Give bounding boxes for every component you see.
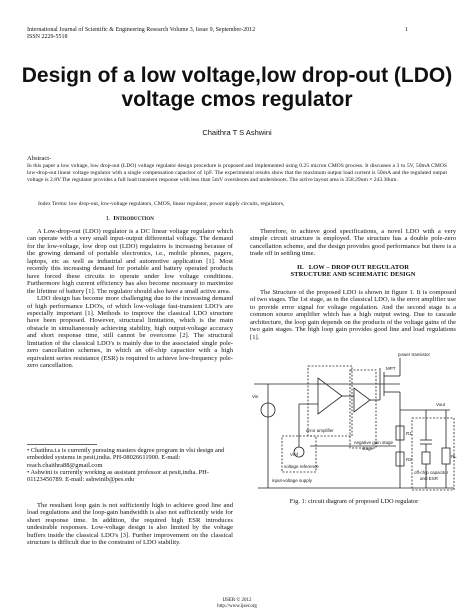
label-power-transistor: power transistor: [398, 352, 431, 357]
issn: ISSN 2229-5518: [27, 34, 68, 40]
label-r1: R1: [406, 431, 412, 436]
page-footer: [0, 598, 474, 610]
label-vin: Vin: [252, 394, 259, 399]
section-1-title: Introduction: [113, 215, 154, 222]
label-rl: RL: [451, 454, 457, 459]
footer-url[interactable]: http://www.ijser.org: [217, 604, 257, 609]
journal-header: [27, 27, 255, 41]
index-terms: Index Terms: low drop-out, low-voltage regulators, CMOS, linear regulator, power supply circuits, regulators,: [38, 201, 285, 207]
title-line-2: voltage cmos regulator: [121, 88, 353, 111]
journal-title: International Journal of Scientific & Engineering Research Volume 3, Issue 9, September-2012: [27, 27, 256, 33]
intro-paragraph-4: Therefore, to achieve good specifications, a novel LDO with a very simple circuit structure is employed. The structure has a double pole-zero cancellation scheme, and the design provides good performance but there is a trade off in settling time.: [250, 228, 456, 258]
title-line-1: Design of a low voltage,low drop-out (LDO): [21, 64, 453, 87]
intro-paragraph-3: The resultant loop gain is not sufficiently high to achieve good line and load regulations and the loop-gain bandwidth is also not sufficiently wide for short response time. In addition, the required high ESR introduces undesirable responses. Low-voltage design is also limited by the voltage buffers inside the classical LDO's [3]. Further improvement on the classical structure is difficult due to the constraint of LDO stability.: [27, 502, 233, 547]
label-r2: R2: [406, 457, 412, 462]
label-mpt: MPT: [386, 366, 396, 371]
section-2-title-2: STRUCTURE AND SCHEMATIC DESIGN: [290, 271, 416, 278]
section-2-line-1: [250, 264, 456, 271]
label-input-voltage-supply: input-voltage supply: [272, 478, 313, 483]
label-error-amplifier: error amplifier: [306, 428, 334, 433]
label-and-esr: and ESR: [420, 476, 439, 481]
page-number: 1: [405, 27, 408, 33]
author-line: Chaithra T S Ashwini: [202, 128, 272, 137]
intro-paragraph-1: A Low-drop-out (LDO) regulator is a DC linear voltage regulator which can operate with a very small input-output differential voltage. The demand for the low-voltage, low drop out (LDO) regulators is increasing because of the growing demand of portable electronics, i.e., mobile phones, pagers, laptops, etc as well as industrial and automotive application [1]. Most recently this increasing demand for portable and battery operated products have forced these circuits to operate under low voltage conditions. Furthermore high current efficiency has also become necessary to maximize the lifetime of battery [1]. The regulator should also have a small active area.: [27, 228, 233, 295]
footnote-rule: [27, 444, 97, 445]
section-1-number: I.: [106, 215, 110, 222]
right-column-body: [250, 228, 456, 258]
figure-1: [250, 348, 458, 496]
abstract-label: Abstract-: [27, 155, 52, 162]
label-negative-gain-stage: negative gain stage: [354, 440, 394, 445]
circuit-diagram: [250, 348, 458, 496]
left-column-body: [27, 228, 233, 370]
section-2-number: II.: [296, 264, 304, 271]
section-1-heading: [27, 215, 233, 222]
section-2-heading: [250, 264, 456, 278]
footnote-1: • Chaithra.t.s is currently pursuing masters degree program in vlsi design and embedded systems in pesit,india. PH-08026611900. E-mail: reach.chaithra88@gmail.com: [27, 447, 225, 469]
footer-copyright: IJSER © 2012: [222, 598, 252, 603]
figure-caption: Fig. 1: circuit diagram of proposed LDO regulator: [289, 498, 419, 505]
abstract-text: In this paper a low voltage, low drop-out (LDO) voltage regulator design procedure is proposed and implemented using 0.25 micron CMOS process. It discusses a 3 to 5V, 50mA CMOS low-drop-out linear voltage regulator with a single compensation capacitor of 1pF. The experimental results show that the maximum output load current is 50mA and the regulated output voltage is 2.8V.The regulator provides a full load transient response with less than 5mV overshoots and undershoots. The active layout area is 358.29um × 243.30um.: [27, 163, 447, 183]
left-bottom-body: [27, 502, 233, 547]
section-2-body: [250, 289, 456, 341]
section-2-title-1: LOW – DROP OUT REGULATOR: [308, 264, 409, 271]
structure-paragraph: The Structure of the proposed LDO is shown in figure 1. It is composed of two stages. The 1st stage, as in the classical LDO, is the error amplifier use to provide error signal for voltage regulation. And the second stage is a common source amplifier which has a high output swing. Due to cascade architecture, the loop gain depends on the products of the voltage gains of the two gain stages. The high loop gain provides good line and load regulations [1].: [250, 289, 456, 341]
intro-paragraph-2: LDO design has become more challenging due to the increasing demand of high performance LDO's, of which low-voltage fast-transient LDO's are especially important [1]. Methods to improve the classical LDO structure have been proposed. However, structural limitation, which is the main obstacle in simultaneously achieving stability, high output-voltage accuracy and short response time, still cannot be overcome [2]. The structural limitation of the classical LDO's is mainly due to the associated single pole-zero cancellation schemes, in which an off-chip capacitor with a high equivalent series resistance (ESR) is required to achieve low-frequency pole-zero cancellation.: [27, 295, 233, 370]
label-voltage-reference: voltage reference: [284, 464, 319, 469]
footnote-2: • Ashwini is currently working as assistant professor at pesit,india. PH-01123456789. E-mail: ashwinib@pes.edu: [27, 468, 209, 484]
label-stage: stage: [362, 446, 374, 451]
paper-title: [0, 64, 474, 112]
footnotes: [27, 447, 233, 483]
label-vout: Vout: [436, 402, 446, 407]
label-off-chip-capacitor: off-chip capacitor: [414, 470, 449, 475]
label-vref: Vref: [290, 452, 299, 457]
